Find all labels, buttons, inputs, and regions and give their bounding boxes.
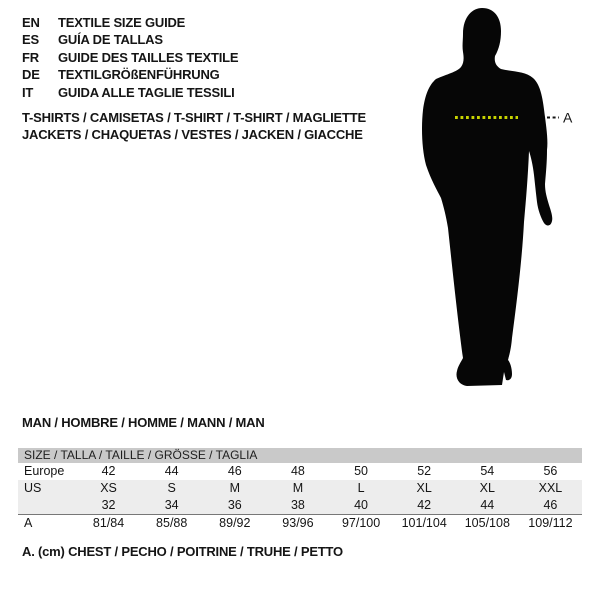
man-silhouette (422, 8, 552, 386)
language-row (22, 66, 238, 83)
size-cell: 44 (164, 464, 179, 478)
size-cell: L (357, 481, 365, 495)
category-line-jackets: JACKETS / CHAQUETAS / VESTES / JACKEN / GIACCHE (22, 127, 363, 143)
size-cell: 54 (480, 464, 495, 478)
size-cell: M (292, 481, 304, 495)
size-cell: 46 (227, 464, 242, 478)
category-list (22, 109, 366, 144)
size-cell: XL (479, 481, 495, 495)
size-cell: 89/92 (219, 516, 251, 530)
language-code: EN (22, 15, 40, 30)
size-cell: M (229, 481, 241, 495)
size-cell: 81/84 (92, 516, 125, 530)
table-row-us-numeric (18, 497, 582, 514)
size-cell: 50 (354, 464, 369, 478)
category-line-tshirts: T-SHIRTS / CAMISETAS / T-SHIRT / T-SHIRT / MAGLIETTE (22, 110, 366, 125)
man-silhouette-figure (395, 0, 600, 410)
size-cell: 34 (164, 498, 179, 512)
size-cell: XXL (538, 481, 563, 495)
language-code: FR (22, 49, 39, 65)
row-label: US (24, 481, 42, 495)
language-title: GUIDA ALLE TAGLIE TESSILI (58, 84, 235, 100)
size-cell: S (167, 481, 176, 495)
size-cell: 105/108 (464, 516, 510, 530)
row-label: Europe (24, 464, 65, 478)
size-cell: 36 (227, 498, 242, 512)
size-table-header: SIZE / TALLA / TAILLE / GRÖSSE / TAGLIA (18, 448, 582, 463)
size-cell: 46 (543, 498, 558, 512)
language-row (22, 14, 238, 31)
size-cell: 101/104 (401, 516, 447, 530)
size-cell: 109/112 (528, 516, 573, 530)
language-code: ES (22, 32, 39, 48)
table-row-us (18, 480, 582, 497)
language-row (22, 31, 238, 48)
language-title: GUIDE DES TAILLES TEXTILE (58, 49, 239, 65)
size-table (18, 448, 582, 532)
size-cell: XL (416, 481, 432, 495)
table-row-chest-a (18, 514, 582, 532)
measure-label-a: A (563, 109, 573, 126)
language-title: GUÍA DE TALLAS (58, 32, 163, 48)
language-list (22, 14, 238, 101)
table-row-europe (18, 463, 582, 480)
size-cell: 38 (290, 498, 305, 512)
size-cell: 56 (543, 464, 558, 478)
language-title: TEXTILE SIZE GUIDE (58, 15, 186, 30)
size-cell: XS (100, 481, 117, 495)
row-label: A (24, 516, 33, 530)
size-cell: 52 (417, 464, 432, 478)
size-cell: 42 (417, 498, 432, 512)
section-title-man: MAN / HOMBRE / HOMME / MANN / MAN (22, 415, 265, 430)
size-cell: 42 (101, 464, 116, 478)
size-cell: 44 (480, 498, 495, 512)
size-cell: 85/88 (156, 516, 188, 530)
language-code: DE (22, 67, 40, 83)
size-cell: 40 (354, 498, 369, 512)
language-code: IT (22, 84, 34, 100)
language-row (22, 49, 238, 66)
language-title: TEXTILGRÖßENFÜHRUNG (58, 67, 220, 83)
size-cell: 93/96 (282, 516, 314, 530)
size-cell: 32 (101, 498, 116, 512)
size-cell: 97/100 (341, 516, 381, 530)
row-label (18, 497, 77, 514)
size-cell: 48 (290, 464, 305, 478)
language-row (22, 84, 238, 101)
measurement-footnote: A. (cm) CHEST / PECHO / POITRINE / TRUHE / PETTO (22, 544, 343, 559)
